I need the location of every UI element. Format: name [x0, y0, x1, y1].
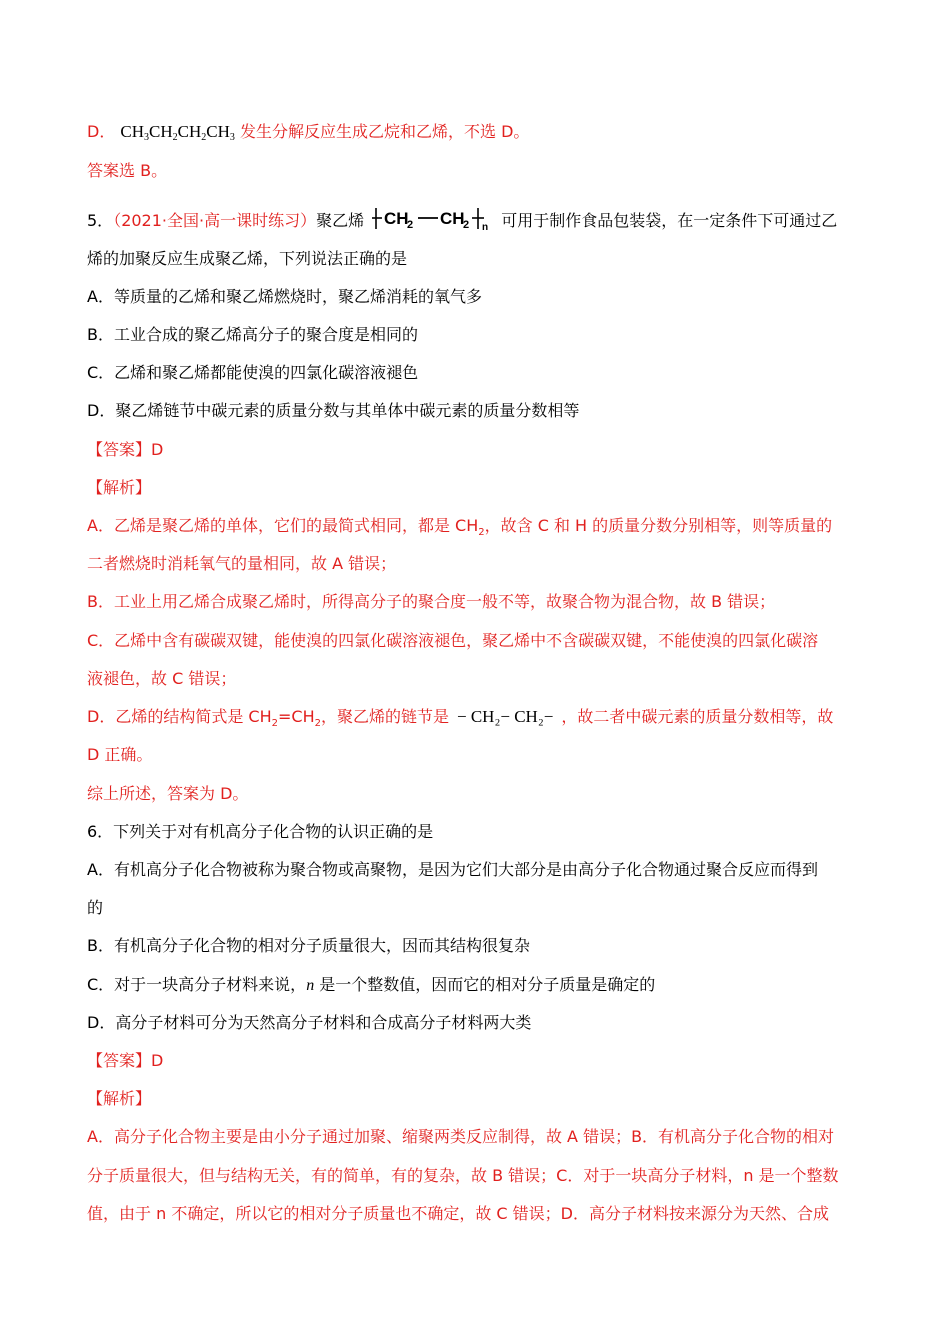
q5-analysis-c-line2: 液褪色，故 C 错误；: [87, 669, 237, 688]
q5-analysis-a-line1: A．乙烯是聚乙烯的单体，它们的最简式相同，都是 $CH_2$，故含 C 和 H 的质量分数分别相等，则等质量的: [87, 516, 833, 539]
q4-d-text: 发生分解反应生成乙烷和乙烯，不选 D。: [240, 122, 530, 141]
svg-text:2: 2: [463, 219, 470, 231]
svg-text:CH: CH: [440, 209, 465, 228]
svg-text:2: 2: [407, 219, 414, 231]
q6-answer: 【答案】D: [87, 1051, 164, 1070]
q6-stem: 6．下列关于对有机高分子化合物的认识正确的是: [87, 822, 434, 841]
q6-option-b: B．有机高分子化合物的相对分子质量很大，因而其结构很复杂: [87, 936, 530, 955]
q5-option-d: D．聚乙烯链节中碳元素的质量分数与其单体中碳元素的质量分数相等: [87, 401, 580, 420]
q6-analysis-label: 【解析】: [87, 1089, 152, 1108]
q5-analysis-label: 【解析】: [87, 478, 152, 497]
q5-stem-line1: 5．（2021·全国·高一课时练习）聚乙烯 CH 2 CH 2 n 可用于制作食品包装袋，在一定条件下可通过乙: [87, 204, 837, 226]
q5-analysis-d-line2: D 正确。: [87, 745, 153, 764]
q5-source: （2021·全国·高一课时练习）: [113, 211, 317, 230]
polyethylene-structure-icon: [372, 204, 498, 232]
q4-answer-line: 答案选 B。: [87, 161, 168, 180]
q5-answer: 【答案】D: [87, 440, 164, 459]
repeat-unit-formula: − CH₂− CH₂−: [457, 707, 554, 726]
q5-option-c: C．乙烯和聚乙烯都能使溴的四氯化碳溶液褪色: [87, 363, 419, 382]
q6-analysis-line2: 分子质量很大，但与结构无关，有的简单，有的复杂，故 B 错误；C．对于一块高分子材料，n 是一个整数: [87, 1166, 839, 1185]
q6-option-a-line2: 的: [87, 898, 104, 917]
q5-stem-line2: 烯的加聚反应生成聚乙烯，下列说法正确的是: [87, 249, 408, 268]
q5-summary: 综上所述，答案为 D。: [87, 784, 249, 803]
q6-analysis-line3: 值，由于 n 不确定，所以它的相对分子质量也不确定，故 C 错误；D．高分子材料按来源分为天然、合成: [87, 1204, 829, 1223]
q5-option-a: A．等质量的乙烯和聚乙烯燃烧时，聚乙烯消耗的氧气多: [87, 287, 482, 306]
q6-option-a-line1: A．有机高分子化合物被称为聚合物或高聚物，是因为它们大部分是由高分子化合物通过聚合反应而得到: [87, 860, 818, 879]
q6-option-c: C．对于一块高分子材料来说，n 是一个整数值，因而它的相对分子质量是确定的: [87, 975, 656, 994]
q4-option-d-explanation: [87, 121, 529, 143]
q4-d-label: D．: [87, 122, 116, 141]
butane-formula: $CH_3CH_2CH_2CH_3$: [120, 122, 235, 143]
q5-option-b: B．工业合成的聚乙烯高分子的聚合度是相同的: [87, 325, 418, 344]
q5-analysis-a-line2: 二者燃烧时消耗氧气的量相同，故 A 错误；: [87, 554, 397, 573]
q5-analysis-c-line1: C．乙烯中含有碳碳双键，能使溴的四氯化碳溶液褪色，聚乙烯中不含碳碳双键，不能使溴的四氯化碳溶: [87, 631, 819, 650]
q5-analysis-d-line1: D．乙烯的结构简式是 $CH_2=CH_2$，聚乙烯的链节是 − CH₂− CH₂− ，故二者中碳元素的质量分数相等，故: [87, 707, 834, 730]
q5-analysis-b: B．工业上用乙烯合成聚乙烯时，所得高分子的聚合度一般不等，故聚合物为混合物，故 B 错误；: [87, 592, 776, 611]
q6-analysis-line1: A．高分子化合物主要是由小分子通过加聚、缩聚两类反应制得，故 A 错误；B．有机高分子化合物的相对: [87, 1127, 835, 1146]
svg-text:n: n: [482, 222, 489, 232]
q5-number: 5．: [87, 211, 114, 230]
svg-text:CH: CH: [384, 209, 409, 228]
q6-option-d: D．高分子材料可分为天然高分子材料和合成高分子材料两大类: [87, 1013, 532, 1032]
